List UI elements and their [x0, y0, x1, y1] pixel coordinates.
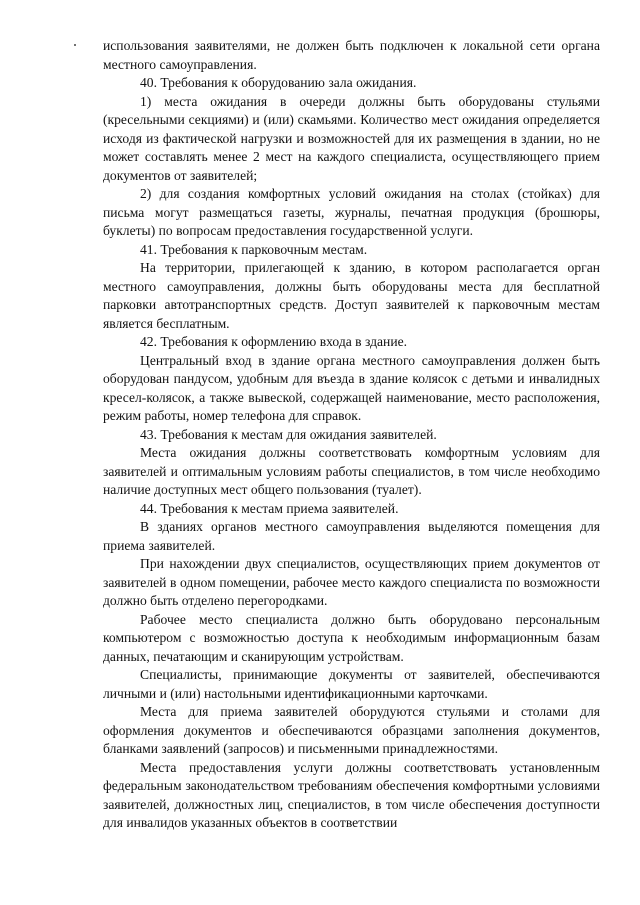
scan-speck: [74, 44, 76, 46]
document-page: [103, 37, 600, 833]
section-42-body: Центральный вход в здание органа местного самоуправления должен быть оборудован пандусом, удобным для въезда в здание колясок с детьми и инвалидных кресел-колясок, а также вывеской, содержащей наименование, место расположения, режим работы, номер телефона для справок.: [103, 352, 600, 423]
section-44-body-3: Рабочее место специалиста должно быть оборудовано персональным компьютером с возможностью доступа к необходимым информационным базам данных, печатающим и сканирующим устройствам.: [103, 611, 600, 664]
section-44-body-1: В зданиях органов местного самоуправления выделяются помещения для приема заявителей.: [103, 519, 600, 553]
section-43-body: Места ожидания должны соответствовать комфортным условиям для заявителей и оптимальным условиям работы специалистов, в том числе необходимо наличие доступных мест общего пользования (туалет).: [103, 445, 600, 497]
section-41-body: На территории, прилегающей к зданию, в котором располагается орган местного самоуправления, должны быть оборудованы места для бесплатной парковки автотранспортных средств. Доступ заявителей к парковочным местам является бесплатным.: [103, 260, 600, 331]
paragraph-continuation: использования заявителями, не должен быть подключен к локальной сети органа местного самоуправления.: [103, 38, 600, 72]
section-41-heading: 41. Требования к парковочным местам.: [140, 241, 368, 257]
section-42-heading: 42. Требования к оформлению входа в здание.: [140, 334, 408, 349]
section-40-heading: 40. Требования к оборудованию зала ожидания.: [140, 75, 417, 90]
section-44-body-6: Места предоставления услуги должны соответствовать установленным федеральным законодательством требованиям обеспечения комфортными условиями заявителей, должностных лиц, специалистов, в том числе обеспечения доступности для инвалидов указанных объектов в соответствии: [103, 759, 600, 830]
section-44-body-2: При нахождении двух специалистов, осуществляющих прием документов от заявителей в одном помещении, рабочее место каждого специалиста по возможности должно быть отделено перегородками.: [103, 556, 600, 608]
section-44-body-5: Места для приема заявителей оборудуются стульями и столами для оформления документов и обеспечиваются образцами заполнения документов, бланками заявлений (запросов) и письменными принадлежностями.: [103, 704, 600, 756]
section-40-item-1: 1) места ожидания в очереди должны быть оборудованы стульями (кресельными секциями) и (или) скамьями. Количество мест ожидания определяется исходя из фактической нагрузки и возможностей для их размещения в здании, но не может составлять менее 2 мест на каждого специалиста, осуществляющего прием документов от заявителей;: [103, 93, 600, 183]
section-40-item-2: 2) для создания комфортных условий ожидания на столах (стойках) для письма могут размещаться газеты, журналы, печатная продукция (брошюры, буклеты) по вопросам предоставления государственной услуги.: [103, 186, 600, 238]
section-44-heading: 44. Требования к местам приема заявителей.: [140, 500, 399, 516]
section-44-body-4: Специалисты, принимающие документы от заявителей, обеспечиваются личными и (или) настольными идентификационными карточками.: [103, 667, 600, 701]
section-43-heading: 43. Требования к местам для ожидания заявителей.: [140, 426, 437, 442]
